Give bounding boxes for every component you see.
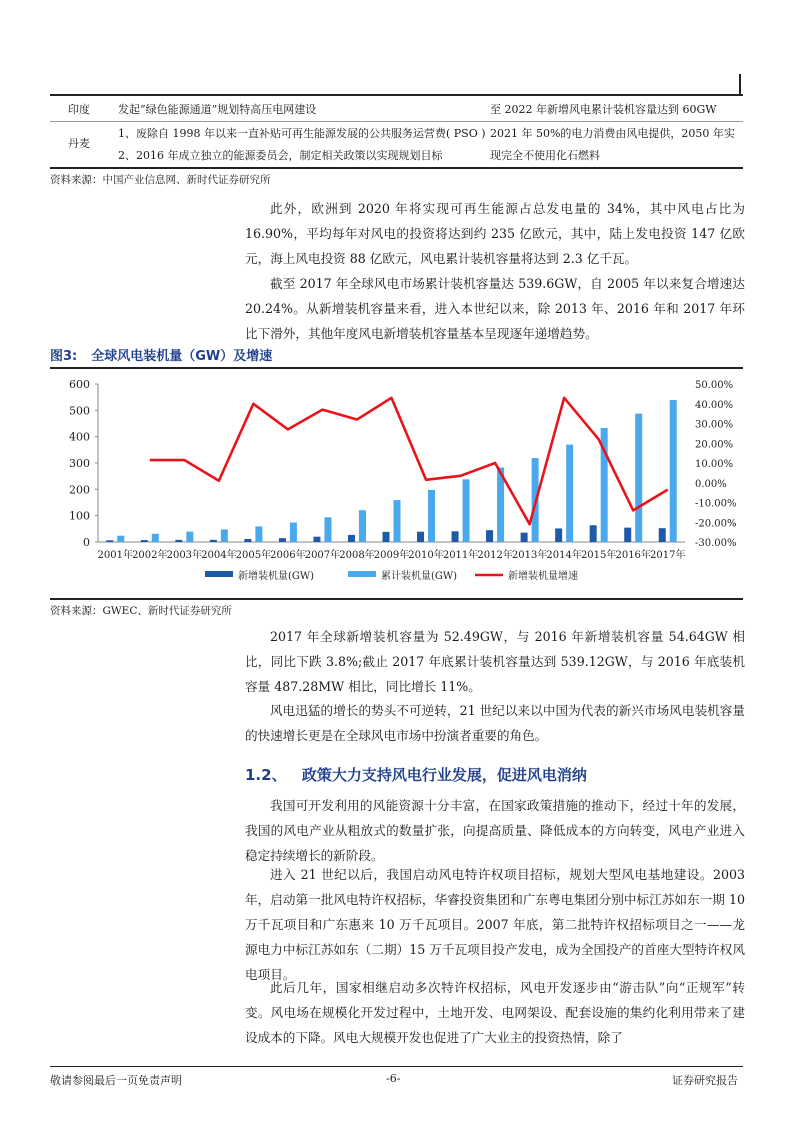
x-tick-label: 2012年	[477, 550, 513, 561]
x-tick-label: 2001年	[97, 550, 133, 561]
growth-line	[150, 398, 668, 524]
x-tick-label: 2003年	[166, 550, 203, 561]
bar-cumulative-capacity	[324, 517, 331, 542]
bar-cumulative-capacity	[255, 526, 262, 542]
bar-new-capacity	[313, 537, 320, 542]
bar-new-capacity	[210, 540, 217, 542]
table-top-rule	[50, 94, 743, 96]
bar-new-capacity	[106, 540, 113, 542]
y-tick-label: 400	[69, 430, 90, 444]
figure-title	[50, 345, 272, 364]
paragraph-concession-bidding: 进入 21 世纪以后，我国启动风电特许权项目招标，规划大型风电基地建设。2003 年，启动第一批风电特许权招标，华睿投资集团和广东粤电集团分别中标江苏如东一期 10 万千瓦项目和广东惠来 10 万千瓦项目。2007 年底，第二批特许权招标项目之一——龙源电力中标江苏如东（二期）15 万千瓦项目投产发电，成为全国投产的首座大型特许权风电项目。	[245, 867, 745, 982]
x-tick-label: 2009年	[373, 550, 410, 561]
y-tick-label: 0	[83, 536, 90, 549]
legend-swatch-cumulative	[348, 571, 376, 577]
paragraph-china-resources: 我国可开发利用的风能资源十分丰富，在国家政策措施的推动下，经过十年的发展，我国的风电产业从粗放式的数量扩张，向提高质量、降低成本的方向转变，风电产业进入稳定持续增长的新阶段。	[245, 798, 745, 863]
bar-cumulative-capacity	[117, 536, 124, 542]
section-title: 政策大力支持风电行业发展，促进风电消纳	[301, 766, 587, 784]
bar-new-capacity	[244, 539, 251, 542]
y-tick-label: 100	[69, 509, 90, 523]
table-country-denmark: 丹麦	[68, 137, 90, 150]
paragraph-global-capacity: 截至 2017 年全球风电市场累计装机容量达 539.6GW，自 2005 年以来复合增速达 20.24%。从新增装机容量来看，进入本世纪以来，除 2013 年、2016 年和 2017 年环比下滑外，其他年度风电新增装机容量基本呈现逐年递增趋势。	[245, 276, 745, 341]
table-measure-denmark-line2: 2、2016 年成立独立的能源委员会，制定相关政策以实现规划目标	[118, 149, 443, 162]
section-heading	[245, 764, 587, 785]
bar-cumulative-capacity	[221, 529, 228, 542]
y2-tick-label: -20.00%	[695, 518, 737, 530]
paragraph-emerging-markets: 风电迅猛的增长的势头不可逆转，21 世纪以来以中国为代表的新兴市场风电装机容量的快速增长更是在全球风电市场中扮演者重要的角色。	[245, 703, 745, 743]
x-tick-label: 2017年	[650, 550, 686, 561]
table-target-denmark-line2: 现完全不使用化石燃料	[490, 149, 600, 162]
wind-capacity-chart	[50, 370, 743, 595]
y2-tick-label: 30.00%	[695, 419, 734, 431]
table-country-india: 印度	[68, 103, 90, 116]
y2-tick-label: 10.00%	[695, 459, 734, 470]
y2-tick-label: 0.00%	[695, 478, 727, 490]
legend-swatch-new	[205, 571, 233, 577]
figure-caption: 全球风电装机量（GW）及增速	[91, 349, 273, 364]
bar-new-capacity	[452, 531, 459, 542]
bar-new-capacity	[624, 528, 631, 542]
y2-tick-label: 20.00%	[695, 439, 734, 451]
footer-disclaimer: 敬请参阅最后一页免责声明	[50, 1074, 182, 1087]
x-tick-label: 2010年	[408, 550, 444, 561]
paragraph-scale-development: 此后几年，国家相继启动多次特许权招标，风电开发逐步由“游击队”向“正规军”转变。风电场在规模化开发过程中，土地开发、电网架设、配套设施的集约化利用带来了建设成本的下降。风电大规模开发也促进了广大业主的投资热情，除了	[245, 980, 745, 1045]
bar-cumulative-capacity	[152, 534, 159, 542]
bar-cumulative-capacity	[186, 532, 193, 542]
footer-rule	[50, 1066, 743, 1067]
table-bottom-rule	[50, 167, 743, 169]
figure-bottom-rule	[50, 598, 743, 600]
x-tick-label: 2002年	[132, 550, 168, 561]
bar-cumulative-capacity	[566, 445, 573, 542]
bar-cumulative-capacity	[290, 523, 297, 542]
bar-new-capacity	[141, 540, 148, 542]
table-row-divider	[50, 121, 743, 122]
table-target-denmark-line1: 2021 年 50%的电力消费由风电提供，2050 年实	[490, 127, 735, 140]
bar-cumulative-capacity	[670, 400, 677, 542]
table-measure-india: 发起“绿色能源通道”规划特高压电网建设	[118, 103, 317, 116]
x-tick-label: 2013年	[511, 550, 548, 561]
footer-report-type: 证券研究报告	[672, 1074, 738, 1087]
bar-new-capacity	[555, 528, 562, 542]
legend-label-new: 新增装机量(GW)	[238, 571, 315, 582]
x-tick-label: 2016年	[615, 550, 651, 561]
x-tick-label: 2014年	[546, 550, 582, 561]
y2-tick-label: -30.00%	[695, 538, 737, 549]
legend-label-growth: 新增装机量增速	[508, 571, 578, 582]
x-tick-label: 2007年	[304, 550, 341, 561]
y2-tick-label: 50.00%	[695, 380, 734, 391]
x-tick-label: 2008年	[339, 550, 375, 561]
bar-new-capacity	[279, 538, 286, 542]
header-corner-mark	[739, 74, 741, 94]
figure-label: 图3:	[50, 349, 78, 364]
y-tick-label: 200	[69, 483, 90, 497]
bar-cumulative-capacity	[394, 500, 401, 542]
y2-tick-label: 40.00%	[695, 399, 734, 411]
y-tick-label: 300	[69, 457, 90, 470]
figure-top-rule	[50, 367, 743, 369]
x-tick-label: 2004年	[201, 550, 237, 561]
bar-new-capacity	[383, 532, 390, 542]
bar-cumulative-capacity	[428, 490, 435, 542]
bar-new-capacity	[175, 540, 182, 542]
bar-cumulative-capacity	[463, 479, 470, 542]
y-tick-label: 500	[69, 404, 90, 418]
x-tick-label: 2015年	[580, 550, 617, 561]
bar-new-capacity	[521, 533, 528, 542]
y-tick-label: 600	[69, 378, 90, 391]
bar-new-capacity	[590, 525, 597, 542]
x-tick-label: 2011年	[442, 550, 479, 561]
page-number: -6-	[386, 1072, 401, 1085]
figure-source: 资料来源：GWEC、新时代证券研究所	[50, 605, 232, 617]
bar-cumulative-capacity	[635, 414, 642, 542]
paragraph-europe-investment: 此外，欧洲到 2020 年将实现可再生能源占总发电量的 34%，其中风电占比为 16.90%，平均每年对风电的投资将达到约 235 亿欧元，其中，陆上发电投资 147 亿欧元，海上风电投资 88 亿欧元，风电累计装机容量将达到 2.3 亿千瓦。	[245, 201, 745, 266]
paragraph-2017-capacity: 2017 年全球新增装机容量为 52.49GW，与 2016 年新增装机容量 54.64GW 相比，同比下跌 3.8%;截止 2017 年底累计装机容量达到 539.12GW，与 2016 年底装机容量 487.28MW 相比，同比增长 11%。	[245, 629, 745, 694]
table-measure-denmark-line1: 1、废除自 1998 年以来一直补贴可再生能源发展的公共服务运营费( PSO )	[118, 127, 486, 140]
table-source: 资料来源：中国产业信息网、新时代证券研究所	[50, 174, 271, 186]
legend-label-cumulative: 累计装机量(GW)	[381, 571, 458, 582]
table-target-india: 至 2022 年新增风电累计装机容量达到 60GW	[490, 103, 717, 116]
x-tick-label: 2006年	[270, 550, 306, 561]
x-tick-label: 2005年	[235, 550, 272, 561]
section-number: 1.2、	[245, 766, 287, 784]
bar-new-capacity	[348, 535, 355, 542]
bar-new-capacity	[659, 528, 666, 542]
bar-new-capacity	[486, 530, 493, 542]
bar-new-capacity	[417, 532, 424, 542]
y2-tick-label: -10.00%	[695, 498, 737, 510]
bar-cumulative-capacity	[359, 510, 366, 542]
